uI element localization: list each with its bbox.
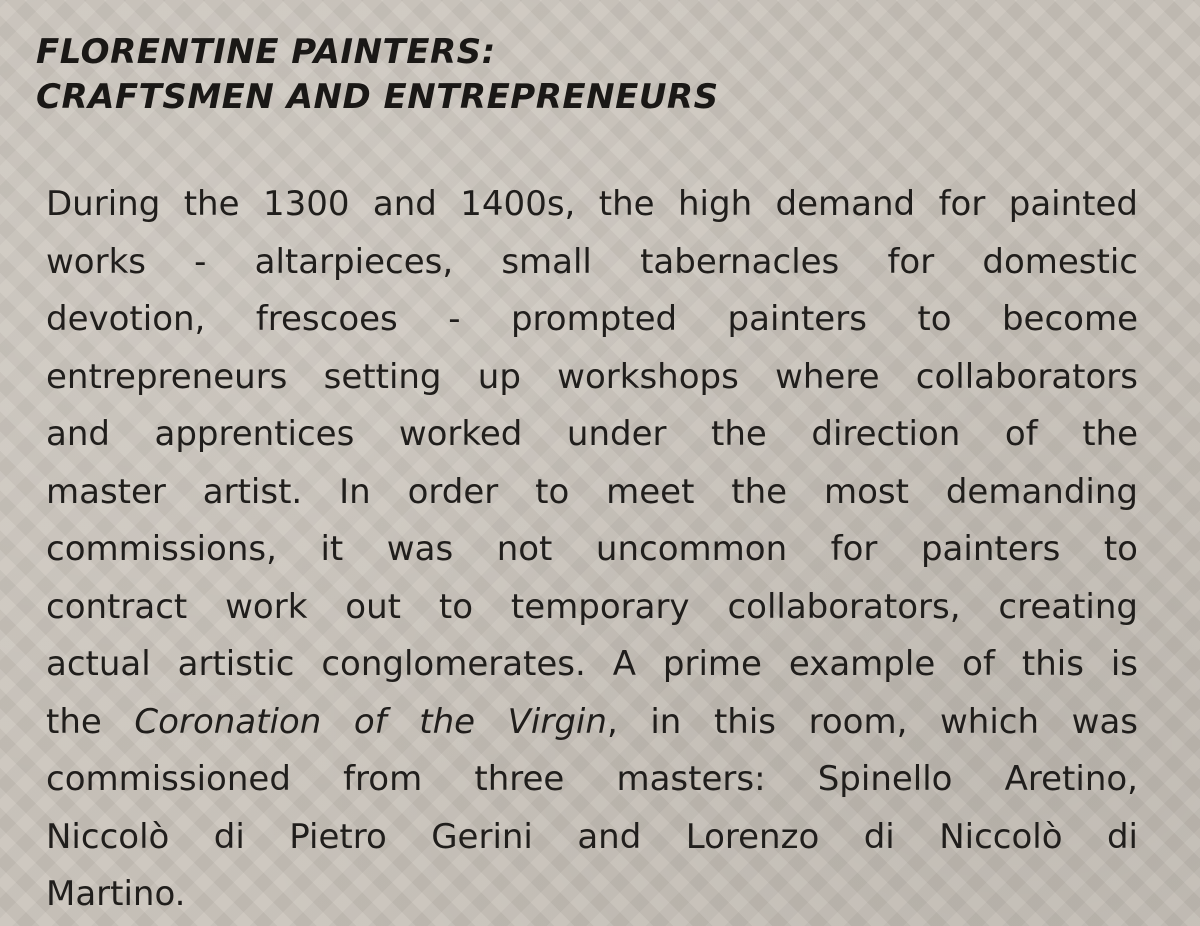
- body-line: Martino.: [46, 874, 186, 914]
- body-line: master artist. In order to meet the most demanding: [46, 471, 1138, 512]
- body-line: devotion, frescoes - prompted painters to become: [46, 299, 1138, 339]
- body-line: and apprentices worked under the direction of the: [46, 414, 1138, 454]
- body-line-with-artwork-title: [46, 694, 1138, 752]
- body-line: works - altarpieces, small tabernacles for domestic: [46, 241, 1138, 282]
- body-text-fragment: the: [46, 701, 135, 742]
- artwork-title: Coronation of the Virgin: [134, 701, 607, 742]
- panel-title-line-2: CRAFTSMEN AND ENTREPRENEURS: [36, 77, 719, 117]
- body-line: contract work out to temporary collaborators, creating: [46, 586, 1138, 627]
- body-line: commissioned from three masters: Spinello Aretino,: [46, 759, 1138, 799]
- panel-body-text: [46, 176, 1138, 924]
- panel-title: [36, 30, 1036, 120]
- body-line: commissions, it was not uncommon for painters to: [46, 529, 1138, 569]
- body-text-fragment: , in this room, which was: [606, 701, 1139, 742]
- body-line: entrepreneurs setting up workshops where collaborators: [46, 356, 1138, 397]
- body-line: actual artistic conglomerates. A prime example of this is: [46, 644, 1138, 684]
- panel-title-line-1: FLORENTINE PAINTERS:: [36, 32, 496, 72]
- body-line: During the 1300 and 1400s, the high demand for painted: [46, 184, 1138, 224]
- body-line: Niccolò di Pietro Gerini and Lorenzo di Niccolò di: [46, 816, 1138, 857]
